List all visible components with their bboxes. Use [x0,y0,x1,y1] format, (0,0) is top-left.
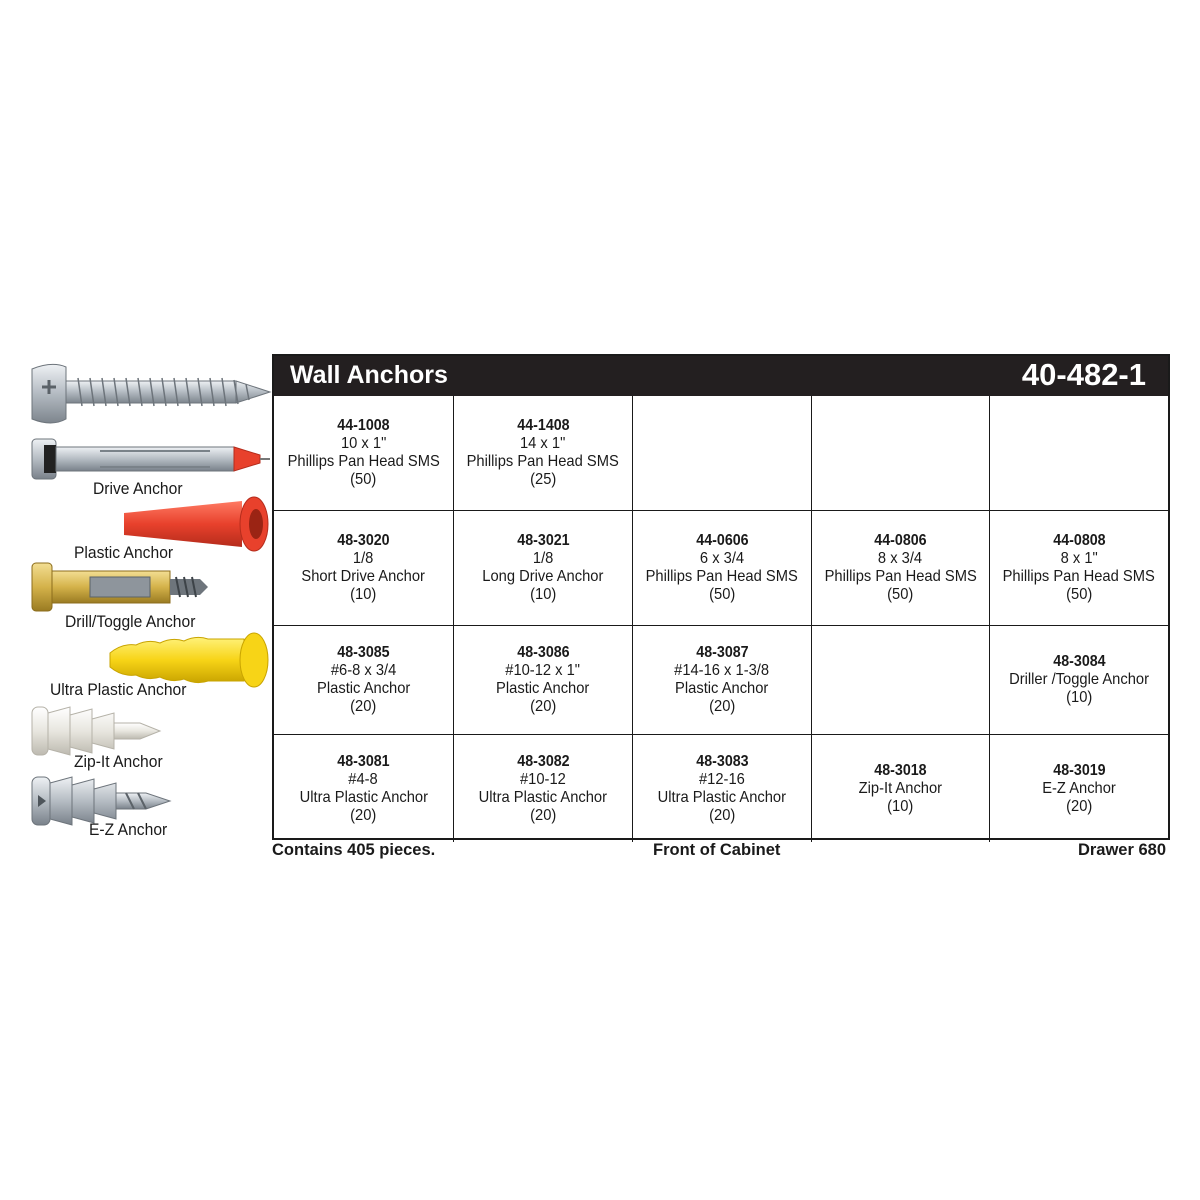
part-description-line: Plastic Anchor [675,680,769,697]
compartment-cell [454,511,633,626]
part-description-line: 10 x 1" [340,435,387,452]
empty-compartment-cell [812,626,990,735]
compartment-grid [274,396,1168,842]
part-description-line: Phillips Pan Head SMS [466,453,620,470]
part-description-line: (25) [529,471,557,488]
part-description-line: (20) [1065,797,1093,815]
panel-footer [272,841,1170,861]
part-description-line: (50) [1065,586,1093,603]
part-description-line: (20) [529,806,557,824]
compartment-cell [990,511,1168,626]
part-number: 48-3082 [516,752,570,770]
panel-title: Wall Anchors [290,361,448,389]
part-description-line: Plastic Anchor [316,680,411,697]
compartment-cell [990,626,1168,735]
zip-it-anchor-icon [30,705,164,757]
part-description-line: #14-16 x 1-3/8 [674,662,770,679]
part-description-line: 6 x 3/4 [699,550,745,567]
part-description-line: 8 x 1" [1060,550,1098,567]
cabinet-location: Front of Cabinet [653,841,781,859]
drive-anchor-icon [30,433,272,485]
compartment-cell [812,735,990,842]
part-description-line: (10) [350,586,377,603]
part-description-line: Driller /Toggle Anchor [1009,671,1149,688]
ultra-plastic-anchor-label: Ultra Plastic Anchor [50,680,187,699]
part-description-line: 1/8 [353,550,374,567]
compartment-cell [990,735,1168,842]
part-description-line: (20) [350,698,377,715]
part-description-line: (10) [887,797,914,815]
part-number: 48-3021 [516,532,570,549]
compartment-cell [454,626,633,735]
compartment-cell [454,396,633,511]
part-description-line: (10) [1065,689,1093,706]
plastic-anchor-label: Plastic Anchor [74,543,174,562]
part-number: 48-3086 [516,644,570,661]
part-description-line: Phillips Pan Head SMS [824,568,977,585]
drill-toggle-anchor-icon [30,561,210,613]
ez-anchor-label: E-Z Anchor [89,820,168,839]
part-number: 48-3085 [337,644,390,661]
part-description-line: Ultra Plastic Anchor [299,788,428,806]
part-description-line: 14 x 1" [520,435,566,452]
part-description-line: Plastic Anchor [496,680,590,697]
part-number: 44-1408 [516,417,570,434]
compartment-cell [274,396,454,511]
drive-anchor-label: Drive Anchor [93,479,183,498]
compartment-cell [633,511,812,626]
part-number: 48-3083 [695,752,749,770]
compartment-cell [274,735,454,842]
part-description-line: 8 x 3/4 [878,550,923,567]
part-description-line: Phillips Pan Head SMS [645,568,799,585]
drawer-panel [272,354,1170,840]
part-description-line: Phillips Pan Head SMS [287,453,440,470]
product-illustrations [0,355,272,845]
part-number: 48-3084 [1052,653,1106,670]
part-number: 48-3019 [1052,761,1106,779]
part-description-line: #10-12 x 1" [505,662,581,679]
empty-compartment-cell [812,396,990,511]
part-description-line: (10) [529,586,557,603]
part-description-line: Phillips Pan Head SMS [1002,568,1156,585]
compartment-cell [633,735,812,842]
part-number: 48-3087 [695,644,749,661]
empty-compartment-cell [990,396,1168,511]
part-description-line: (20) [529,698,557,715]
compartment-cell [812,511,990,626]
part-description-line: (50) [887,586,914,603]
part-description-line: E-Z Anchor [1042,779,1116,797]
part-description-line: #4-8 [348,770,379,788]
drawer-number: Drawer 680 [1077,841,1166,859]
part-description-line: (20) [708,698,736,715]
part-description-line: Ultra Plastic Anchor [657,788,787,806]
empty-compartment-cell [633,396,812,511]
compartment-cell [274,511,454,626]
part-number: 44-0606 [695,532,749,549]
part-description-line: (20) [708,806,736,824]
part-description-line: (50) [708,586,736,603]
part-number: 48-3081 [337,752,390,770]
part-number: 48-3020 [337,532,390,549]
part-description-line: #10-12 [520,770,566,788]
part-description-line: (20) [350,806,377,824]
zip-it-anchor-label: Zip-It Anchor [74,752,163,771]
compartment-cell [633,626,812,735]
part-description-line: #6-8 x 3/4 [330,662,397,679]
part-number: 44-1008 [337,417,390,434]
part-description-line: (50) [350,471,377,488]
part-description-line: #12-16 [699,770,745,788]
part-description-line: 1/8 [532,550,554,567]
piece-count: Contains 405 pieces. [272,841,436,859]
part-number: 44-0806 [874,532,927,549]
part-description-line: Ultra Plastic Anchor [478,788,608,806]
pan-head-screw-icon [30,361,272,427]
panel-header [274,356,1168,396]
panel-code: 40-482-1 [1021,357,1146,392]
compartment-cell [274,626,454,735]
drill-toggle-anchor-label: Drill/Toggle Anchor [65,612,196,631]
part-description-line: Long Drive Anchor [482,568,604,585]
part-number: 44-0808 [1052,532,1106,549]
part-description-line: Short Drive Anchor [301,568,426,585]
part-number: 48-3018 [874,761,927,779]
compartment-cell [454,735,633,842]
part-description-line: Zip-It Anchor [858,779,943,797]
